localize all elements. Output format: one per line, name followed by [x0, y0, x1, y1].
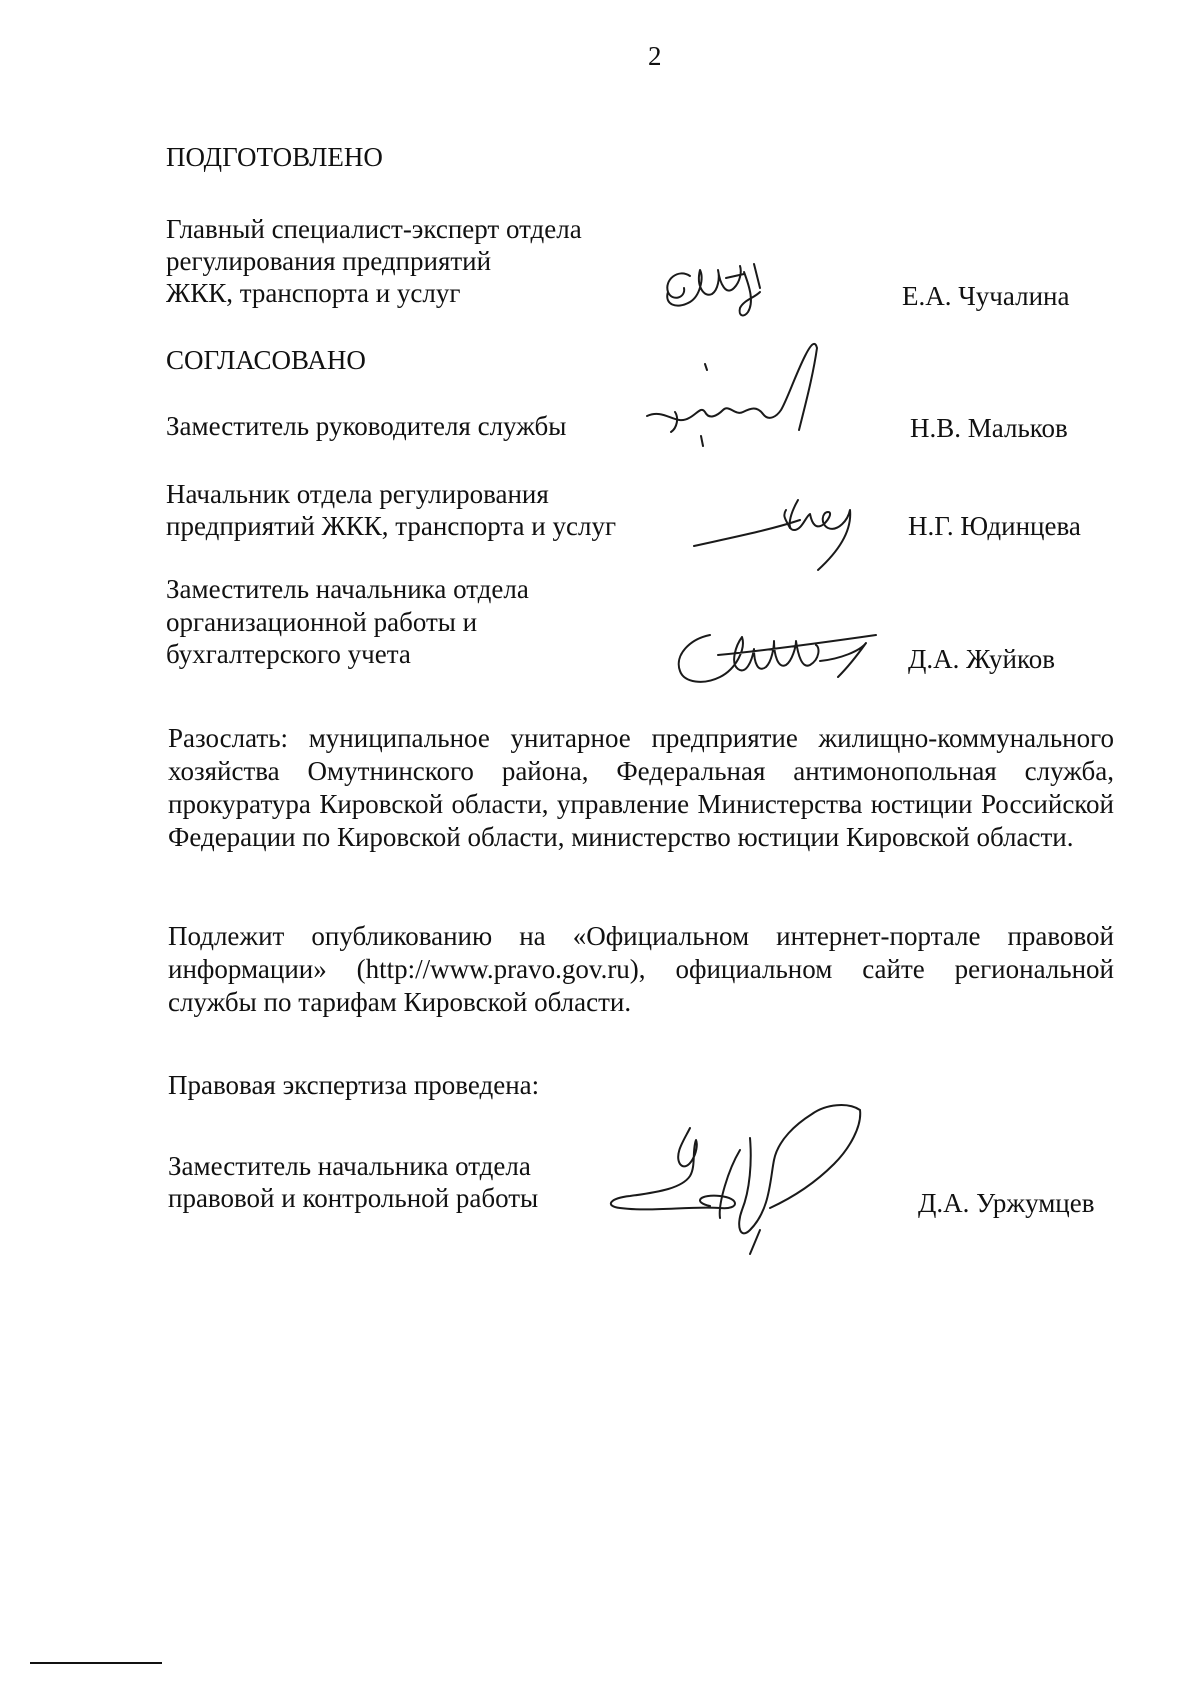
- page-number: 2: [648, 41, 662, 71]
- agreed-position-line: организационной работы и: [166, 607, 478, 637]
- legal-name: Д.А. Уржумцев: [918, 1188, 1095, 1218]
- signature-chuchalina: [660, 258, 780, 338]
- agreed-position-line: Заместитель начальника отдела: [166, 574, 529, 604]
- signature-zhuykov: [670, 625, 880, 695]
- agreed-name: Н.В. Мальков: [910, 413, 1068, 443]
- signature-yudintseva: [690, 490, 860, 580]
- legal-heading: Правовая экспертиза проведена:: [168, 1070, 540, 1100]
- agreed-position-line: предприятий ЖКК, транспорта и услуг: [166, 511, 617, 541]
- agreed-position-line: бухгалтерского учета: [166, 639, 411, 669]
- signature-urzhumtsev: [600, 1080, 900, 1260]
- publication-paragraph: Подлежит опубликованию на «Официальном интернет-портале правовой информации» (http://www.pravo.gov.ru), официальном сайте региональной службы по тарифам Кировской области.: [168, 921, 1114, 1017]
- distribution-paragraph: Разослать: муниципальное унитарное предприятие жилищно-коммунального хозяйства Омутнинского района, Федеральная антимонопольная служба, прокуратура Кировской области, управление Министерства юстиции Российской Федерации по Кировской области, министерство юстиции Кировской области.: [168, 723, 1114, 852]
- agreed-position-line: Начальник отдела регулирования: [166, 479, 549, 509]
- prepared-position-line: регулирования предприятий: [166, 246, 492, 276]
- signature-malkov: [645, 336, 855, 456]
- prepared-position-line: ЖКК, транспорта и услуг: [166, 278, 461, 308]
- agreed-name: Н.Г. Юдинцева: [908, 511, 1081, 541]
- legal-position-line: Заместитель начальника отдела: [168, 1151, 531, 1181]
- agreed-heading: СОГЛАСОВАНО: [166, 345, 366, 375]
- legal-position-line: правовой и контрольной работы: [168, 1183, 539, 1213]
- prepared-position-line: Главный специалист-эксперт отдела: [166, 214, 582, 244]
- prepared-heading: ПОДГОТОВЛЕНО: [166, 142, 383, 172]
- footnote-rule: [30, 1662, 162, 1664]
- prepared-name: Е.А. Чучалина: [902, 281, 1070, 311]
- agreed-name: Д.А. Жуйков: [908, 644, 1055, 674]
- agreed-position-line: Заместитель руководителя службы: [166, 411, 567, 441]
